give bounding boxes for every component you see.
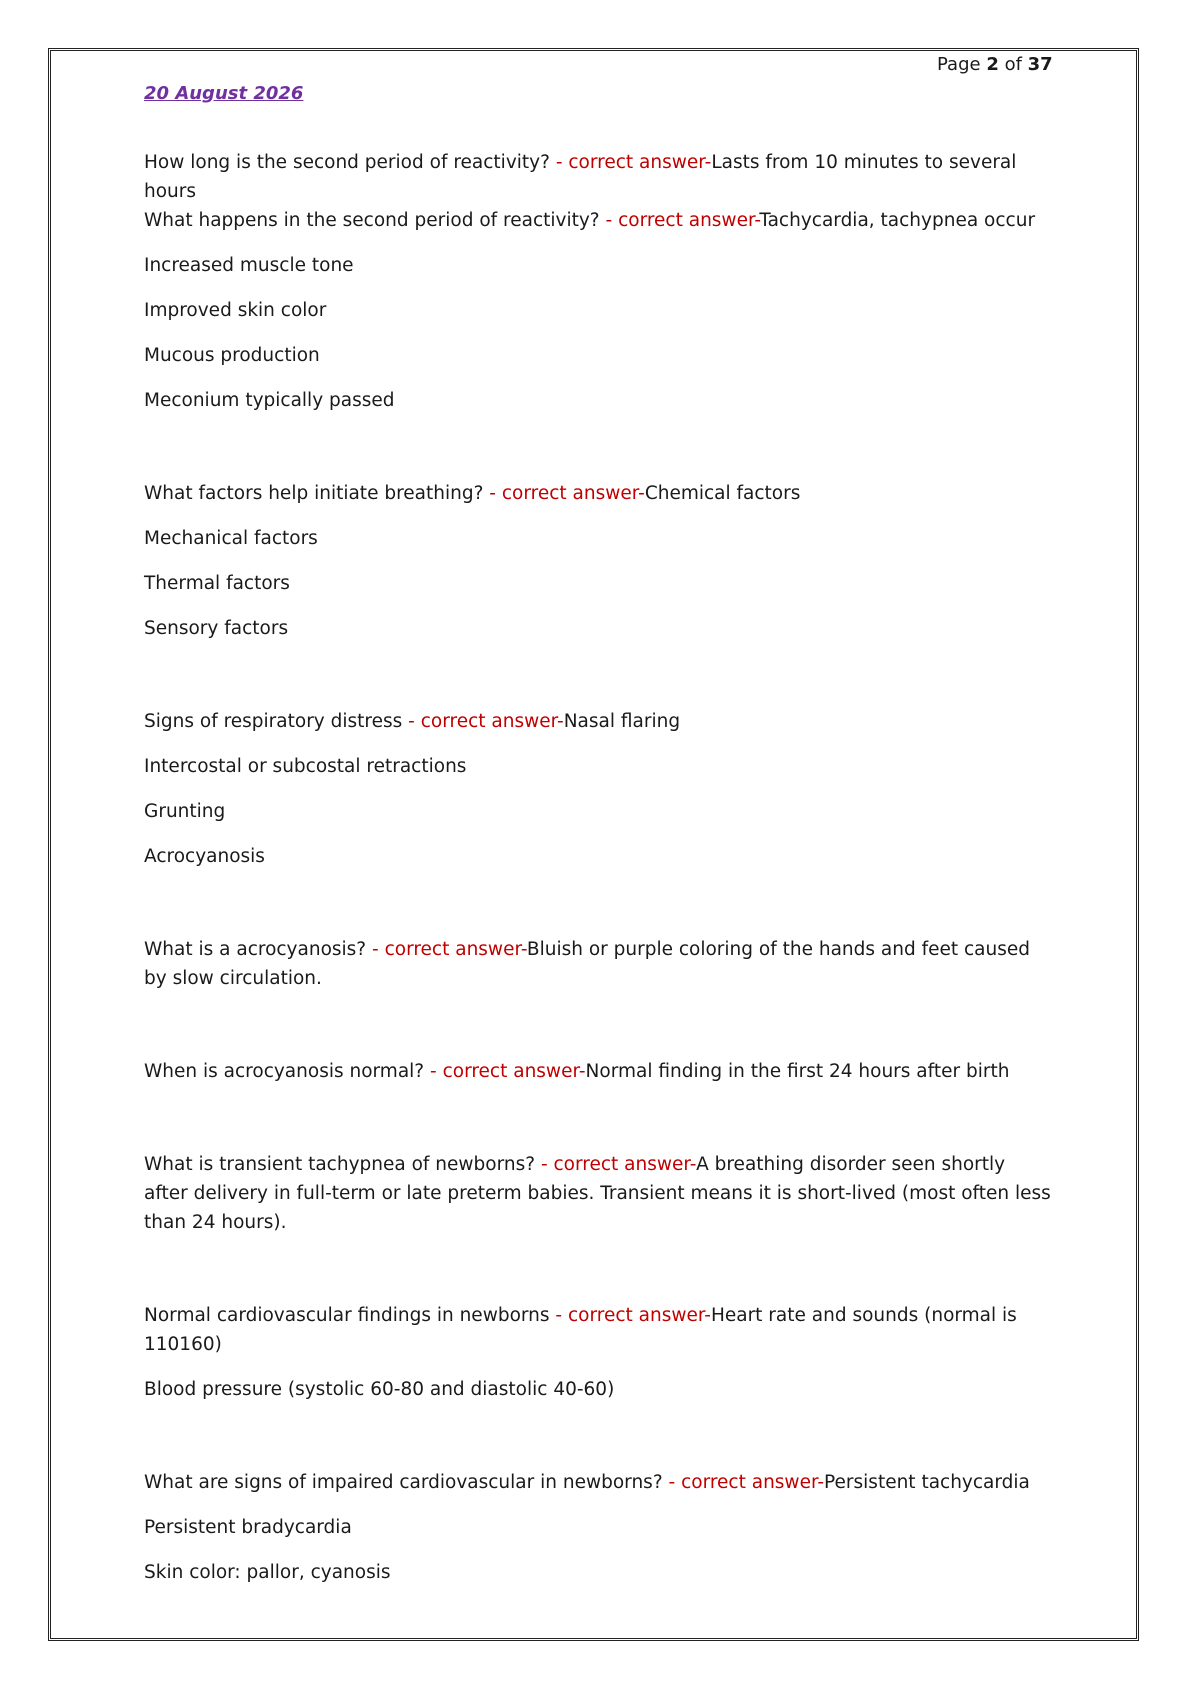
answer-text: Persistent tachycardia bbox=[824, 1472, 1030, 1493]
page-of: of bbox=[998, 54, 1028, 75]
qa-block bbox=[144, 707, 1054, 871]
qa-block bbox=[144, 148, 1054, 415]
correct-answer-label: - correct answer- bbox=[549, 152, 712, 173]
correct-answer-label: - correct answer- bbox=[549, 1305, 711, 1326]
page-number bbox=[937, 53, 1053, 77]
correct-answer-label: - correct answer- bbox=[483, 483, 645, 504]
answer-item: Skin color: pallor, cyanosis bbox=[144, 1562, 391, 1583]
block-spacer bbox=[144, 659, 1054, 707]
correct-answer-label: - correct answer- bbox=[424, 1061, 586, 1082]
question-line bbox=[144, 1150, 1054, 1237]
answer-text: Heart rate and sounds (normal is 110160) bbox=[144, 1305, 1017, 1355]
question-text: Signs of respiratory distress bbox=[144, 711, 403, 732]
answer-item: Sensory factors bbox=[144, 618, 289, 639]
question-text: How long is the second period of reactivity? bbox=[144, 152, 550, 173]
block-spacer bbox=[144, 887, 1054, 935]
answer-item: Thermal factors bbox=[144, 573, 290, 594]
question-text: What is a acrocyanosis? bbox=[144, 939, 367, 960]
qa-block bbox=[144, 479, 1054, 643]
answer-text: A breathing disorder seen shortly after delivery in full-term or late preterm babies. Transient means it is short-lived (most often less than 24 hours). bbox=[144, 1154, 1051, 1233]
page-prefix: Page bbox=[937, 54, 987, 75]
question-text: What are signs of impaired cardiovascular in newborns? bbox=[144, 1472, 663, 1493]
question-text: What factors help initiate breathing? bbox=[144, 483, 484, 504]
qa-block bbox=[144, 935, 1054, 993]
correct-answer-label: - correct answer- bbox=[366, 939, 527, 960]
question-line bbox=[144, 148, 1054, 206]
answer-item: Blood pressure (systolic 60-80 and diastolic 40-60) bbox=[144, 1379, 615, 1400]
qa-block bbox=[144, 1468, 1054, 1587]
answer-item: Meconium typically passed bbox=[144, 390, 395, 411]
question-line bbox=[144, 206, 1054, 235]
question-line bbox=[144, 1057, 1054, 1086]
question-text: What is transient tachypnea of newborns? bbox=[144, 1154, 536, 1175]
answer-text: Tachycardia, tachypnea occur bbox=[759, 210, 1036, 231]
page-current: 2 bbox=[986, 54, 999, 75]
answer-text: Bluish or purple coloring of the hands and feet caused by slow circulation. bbox=[144, 939, 1030, 989]
answer-item: Mechanical factors bbox=[144, 528, 318, 549]
question-text: Normal cardiovascular findings in newborns bbox=[144, 1305, 550, 1326]
answer-item: Intercostal or subcostal retractions bbox=[144, 756, 467, 777]
question-text: What happens in the second period of reactivity? bbox=[144, 210, 600, 231]
block-spacer bbox=[144, 1102, 1054, 1150]
answer-item: Grunting bbox=[144, 801, 226, 822]
question-line bbox=[144, 935, 1054, 993]
answer-text: Normal finding in the first 24 hours after birth bbox=[585, 1061, 1010, 1082]
answer-item: Increased muscle tone bbox=[144, 255, 354, 276]
question-line bbox=[144, 707, 1054, 736]
question-line bbox=[144, 1301, 1054, 1359]
answer-item: Acrocyanosis bbox=[144, 846, 265, 867]
correct-answer-label: - correct answer- bbox=[535, 1154, 697, 1175]
answer-text: Chemical factors bbox=[644, 483, 801, 504]
answer-item: Persistent bradycardia bbox=[144, 1517, 352, 1538]
correct-answer-label: - correct answer- bbox=[662, 1472, 825, 1493]
qa-block bbox=[144, 1150, 1054, 1237]
block-spacer bbox=[144, 1253, 1054, 1301]
question-line bbox=[144, 479, 1054, 508]
question-text: When is acrocyanosis normal? bbox=[144, 1061, 425, 1082]
page-total: 37 bbox=[1027, 54, 1053, 75]
answer-item: Improved skin color bbox=[144, 300, 327, 321]
answer-text: Nasal flaring bbox=[563, 711, 681, 732]
block-spacer bbox=[144, 1009, 1054, 1057]
answer-item: Mucous production bbox=[144, 345, 320, 366]
qa-block bbox=[144, 1301, 1054, 1404]
qa-block bbox=[144, 1057, 1054, 1086]
document-date: 20 August 2026 bbox=[144, 83, 304, 104]
document-body bbox=[144, 148, 1054, 1603]
block-spacer bbox=[144, 1420, 1054, 1468]
block-spacer bbox=[144, 431, 1054, 479]
answer-text: Lasts from 10 minutes to several hours bbox=[144, 152, 1017, 202]
correct-answer-label: - correct answer- bbox=[402, 711, 564, 732]
correct-answer-label: - correct answer- bbox=[599, 210, 760, 231]
question-line bbox=[144, 1468, 1054, 1497]
